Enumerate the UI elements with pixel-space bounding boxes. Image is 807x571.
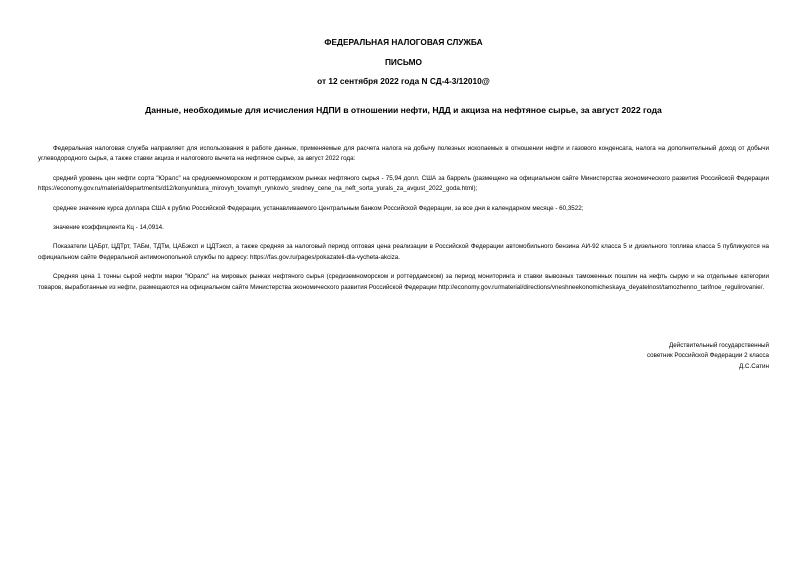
paragraph-usd-rate: среднее значение курса доллара США к рублю Российской Федерации, устанавливаемого Центральным банком Российской Федерации, за все дни в календарном месяце - 60,3522; (53, 204, 584, 212)
paragraph-intro: Федеральная налоговая служба направляет для использования в работе данные, применяемые для расчета налога на добычу полезных ископаемых в отношении нефти и газового конденсата, налога на дополнительный доход от добычи углеводородного сырья, а также ставки акциза и налогового вычета на нефтяное сырье, за август 2022 года: (38, 145, 769, 163)
signature-block (647, 341, 769, 372)
document-title: Данные, необходимые для исчисления НДПИ в отношении нефти, НДД и акциза на нефтяное сырье, за август 2022 года (145, 105, 662, 115)
signature-name: Д.С.Сатин (739, 362, 769, 370)
document-type: ПИСЬМО (384, 57, 423, 67)
paragraph-customs-duties: Средняя цена 1 тонны сырой нефти марки "Юралс" на мировых рынках нефтяного сырья (средиземноморском и роттердамском) за период мониторинга и ставки вывозных таможенных пошлин на нефть сырую и на отдельные категории товаров, выработанные из нефти, размещаются на официальном сайте Министерства экономического развития Российской Федерации http://economy.gov.ru/material/directions/vneshneekonomicheskaya_deyatelnost/tamozhenno_tarifnoe_regulirovanie/. (38, 273, 769, 291)
paragraph-fas-indicators: Показатели ЦАБрт, ЦДТрт, ТАБм, ТДТм, ЦАБэксп и ЦДТэксп, а также средняя за налоговый период оптовая цена реализации в Российской Федерации автомобильного бензина АИ-92 класса 5 и дизельного топлива класса 5 публикуются на официальном сайте Федеральной антимонопольной службы по адресу: https://fas.gov.ru/pages/pokazateli-dla-vycheta-akciza. (38, 243, 769, 261)
agency-name: ФЕДЕРАЛЬНАЯ НАЛОГОВАЯ СЛУЖБА (324, 37, 483, 47)
document-date-number: от 12 сентября 2022 года N СД-4-3/12010@ (317, 76, 490, 86)
paragraph-urals-price: средний уровень цен нефти сорта "Юралс" на средиземноморском и роттердамском рынках нефтяного сырья - 75,94 долл. США за баррель (размещено на официальном сайте Министерства экономического развития Российской Федерации https://economy.gov.ru/material/departments/d12/konyunktura_mirovyh_tovarnyh_rynkov/o_sredney_cene_na_neft_sorta_yurals_za_avgust_2022_goda.html); (38, 174, 769, 193)
paragraph-kc-coefficient: значение коэффициента Кц - 14,0914. (53, 224, 164, 232)
document-body (38, 144, 769, 302)
signature-title-line1: Действительный государственный (669, 342, 769, 349)
signature-title-line2: советник Российской Федерации 2 класса (646, 352, 769, 360)
